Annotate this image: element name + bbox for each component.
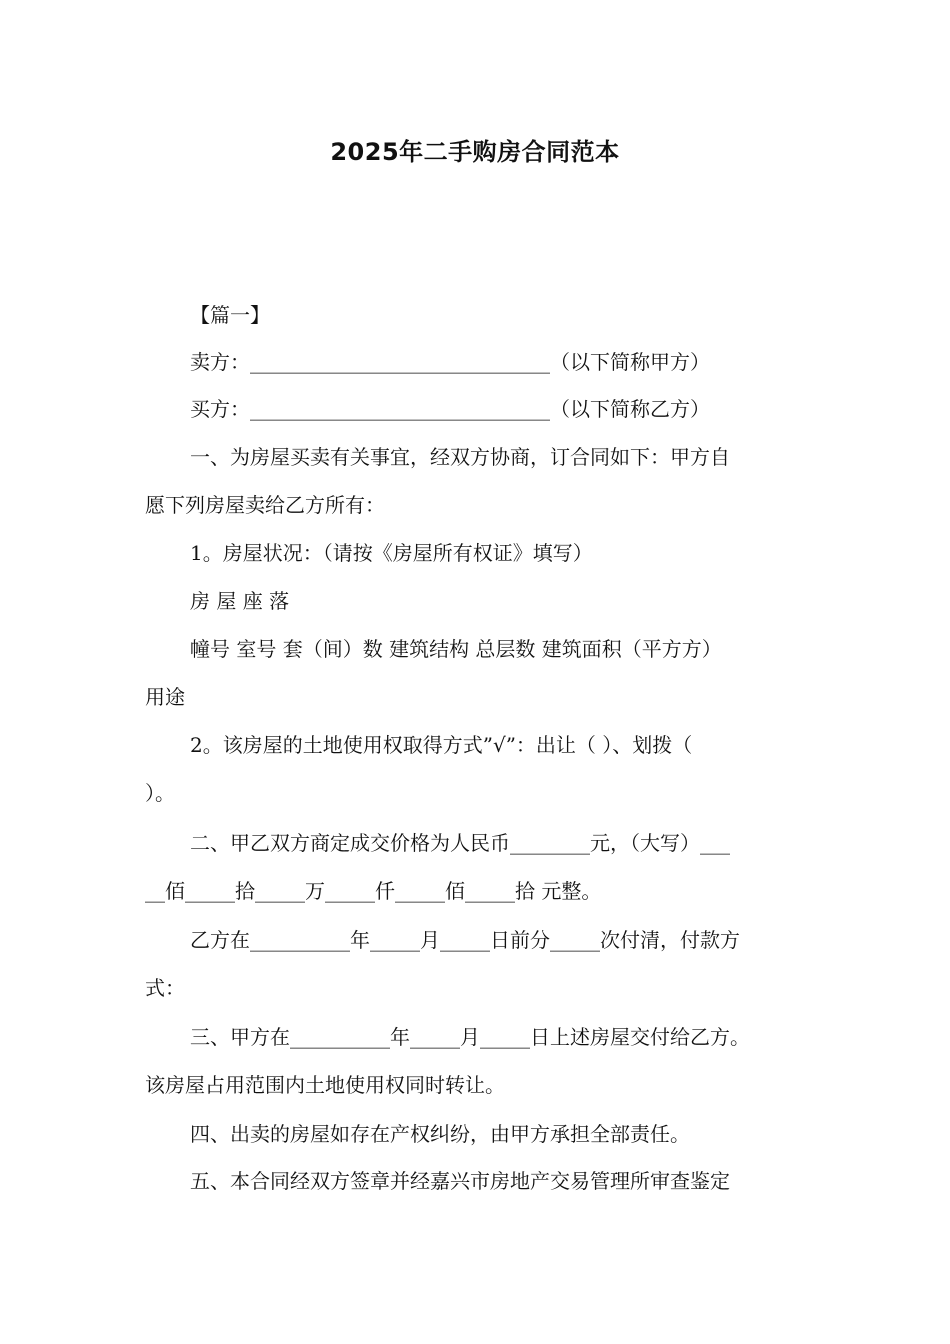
clause-2-line: 二、甲乙双方商定成交价格为人民币________元，（大写）___ [190, 831, 730, 855]
clause-3-line: 三、甲方在__________年_____月_____日上述房屋交付给乙方。 [190, 1025, 750, 1049]
clause-5-line: 五、本合同经双方签章并经嘉兴市房地产交易管理所审查鉴定 [190, 1169, 730, 1193]
seller-line: 卖方：______________________________（以下简称甲方） [190, 350, 710, 374]
house-fields-line: 幢号 室号 套（间）数 建筑结构 总层数 建筑面积（平方方） [190, 637, 722, 661]
clause-2-continuation: __佰_____拾_____万_____仟_____佰_____拾 元整。 [145, 879, 602, 903]
section-heading: 【篇一】 [190, 303, 270, 327]
land-use-continuation: ）。 [145, 781, 175, 805]
clause-1-continuation: 愿下列房屋卖给乙方所有： [145, 493, 385, 517]
house-usage-line: 用途 [145, 685, 185, 709]
payment-line: 乙方在__________年_____月_____日前分_____次付清，付款方 [190, 928, 740, 952]
buyer-line: 买方：______________________________（以下简称乙方） [190, 397, 710, 421]
payment-continuation: 式： [145, 976, 185, 1000]
clause-1-line: 一、为房屋买卖有关事宜，经双方协商，订合同如下：甲方自 [190, 445, 730, 469]
land-use-line: 2。该房屋的土地使用权取得方式”√”：出让（ ）、划拨（ [190, 733, 693, 757]
clause-3-continuation: 该房屋占用范围内土地使用权同时转让。 [145, 1073, 505, 1097]
house-status-line: 1。房屋状况：（请按《房屋所有权证》填写） [190, 541, 593, 565]
house-location-line: 房 屋 座 落 [190, 589, 290, 613]
document-title: 2025年二手购房合同范本 [330, 138, 620, 166]
clause-4-line: 四、出卖的房屋如存在产权纠纷，由甲方承担全部责任。 [190, 1122, 690, 1146]
